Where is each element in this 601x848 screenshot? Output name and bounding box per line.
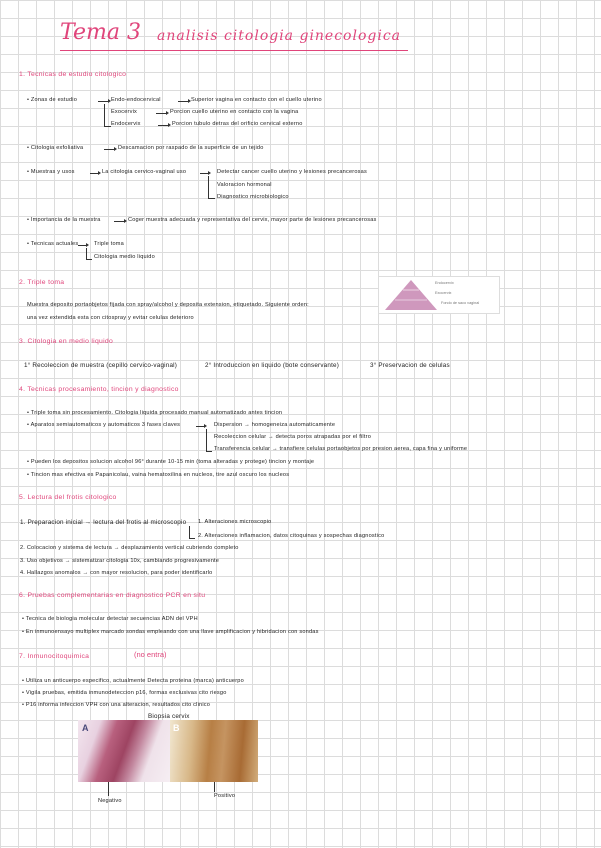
section-4-heading: 4. Tecnicas procesamiento, tincion y diagnostico [19,386,179,393]
zona-item: Endocervix [111,121,141,127]
bracket [86,248,92,260]
s7-bullet-3: • P16 informa infeccion VPH con una alteracion, resultados cito clinico [22,702,211,708]
biopsy-title: Biopsia cervix [148,713,190,720]
importancia-label: • Importancia de la muestra [27,217,101,223]
section-1-heading: 1. Tecnicas de estudio citologico [19,71,127,78]
tecnicas-label: • Tecnicas actuales [27,241,79,247]
histology-image [78,720,258,782]
caption-positivo: Positivo [214,793,236,799]
section-2-heading: 2. Triple toma [19,279,65,286]
histology-negative-panel [78,720,170,782]
citologia-label: • Citologia exfoliativa [27,145,84,151]
s5-item-4: 4. Hallazgos anomalos → con mayor resolucion, para poder identificarlo [20,570,213,576]
tecnicas-item: Citologia medio liquido [94,254,155,260]
s5-item-2: 2. Colocacion y sistema de lectura → desplazamiento vertical cubriendo completo [20,545,239,551]
negativo-pointer [108,782,109,796]
section-7-heading: 7. Inmunocitoquimica [19,653,90,660]
arrow [104,149,114,150]
pyramid-label: Exocervix [435,291,452,295]
muestras-item: Valoracion hormonal [217,182,272,188]
arrow [78,245,86,246]
positivo-pointer [214,782,215,792]
muestras-label: • Muestras y usos [27,169,75,175]
tecnicas-item: Triple toma [94,241,124,247]
arrow [200,173,208,174]
arrow [158,125,168,126]
arrow [90,173,98,174]
bracket [104,104,111,127]
page-subtitle: analisis citologia ginecologica [157,28,402,44]
title-underline [60,50,408,51]
step-3: 3° Preservacion de celulas [370,362,450,369]
bracket [189,526,195,539]
fase-item: Recoleccion celular → detecta poros atrapadas por el filtro [214,434,372,440]
section-6-heading: 6. Pruebas complementarias en diagnostico PCR en situ [19,592,206,599]
section-3-heading: 3. Citologia en medio liquido [19,338,114,345]
zona-desc: Porcion cuello uterino en contacto con la vagina [170,109,299,115]
fase-item: Dispersion → homogeneiza automaticamente [214,422,336,428]
pyramid-diagram [378,276,500,314]
zona-desc: Superior vagina en contacto con el cuello uterino [191,97,322,103]
s4-bullet-1: • Triple toma sin procesamiento. Citologia liquida procesado manual automatizado antes tincion [27,410,283,416]
muestras-sub: La citologia cervico-vaginal uso [102,169,187,175]
zona-desc: Porcion tubulo detras del orificio cervical externo [172,121,303,127]
s4-bullet-3: • Pueden los depositos solucion alcohol 96° durante 10-15 min (toma alteradas y protege) tincion y montaje [27,459,315,465]
muestras-item: Diagnostico microbiologico [217,194,289,200]
arrow [178,101,188,102]
zonas-label: • Zonas de estudio [27,97,78,103]
fase-item: Transferencia celular → transfiere celulas portaobjetos por presion aerea, capa fina y uniforme [214,446,468,452]
s7-bullet-1: • Utiliza un anticuerpo especifico, actualmente Detecta proteina (marca) anticuerpo [22,678,244,684]
zona-item: Exocervix [111,109,138,115]
triple-toma-line-2: una vez extendida esta con citospray y evitar celulas deterioro [27,315,194,321]
citologia-desc: Descamacion por raspado de la superficie de un tejido [118,145,264,151]
s6-bullet-1: • Tecnica de biologia molecular detectar secuencias ADN del VPH [22,616,198,622]
zona-item: Endo-endocervical [111,97,161,103]
arrow [98,101,108,102]
s4-bullet-2-label: • Aparatos semiautomaticos y automaticos 3 fases claves [27,422,181,428]
panel-label-b: B [173,723,180,733]
triple-toma-line-1: Muestra deposito portaobjetos fijada con spray/alcohol y deposita extension, etiquetado. Siguiente orden: [27,302,309,308]
bracket [208,176,215,199]
panel-label-a: A [82,723,89,733]
arrow [196,426,204,427]
s5-subitem: 1. Alteraciones microscopio [198,519,272,525]
caption-negativo: Negativo [98,798,122,804]
pyramid-label: Endocervix [435,281,454,285]
s6-bullet-2: • En inmunoensayo multiplex marcado sondas empleando con una llave amplificacion y hibridacion con sondas [22,629,319,635]
muestras-item: Detectar cancer cuello uterino y lesiones precancerosas [217,169,367,175]
section-5-heading: 5. Lectura del frotis citologico [19,494,117,501]
page-title: Tema 3 [60,20,141,45]
importancia-desc: Coger muestra adecuada y representativa del cervix, mayor parte de lesiones precancerosas [128,217,377,223]
histology-positive-panel [170,720,258,782]
s5-subitem: 2. Alteraciones inflamacion, datos citoquinas y sospechas diagnostico [198,533,385,539]
no-entra-note: (no entra) [134,650,167,659]
arrow [156,113,166,114]
bracket [206,429,212,452]
step-1: 1° Recoleccion de muestra (cepillo cervico-vaginal) [24,362,178,369]
s7-bullet-2: • Vigila pruebas, emitida inmunodeteccion p16, formas exclusivas cito riesgo [22,690,227,696]
s5-item-3: 3. Uso objetivos → sistematizar citologia 10x, cambiando progresivamente [20,558,220,564]
s5-item-1: 1. Preparacion inicial → lectura del frotis al microscopio [20,519,187,526]
arrow [114,221,124,222]
s4-bullet-4: • Tincion mas efectiva es Papanicolau, vaina hematoxilina en nucleos, tire azul oscuro los nucleos [27,472,290,478]
step-2: 2° Introduccion en liquido (bote conservante) [205,362,340,369]
pyramid-label: Fondo de saco vaginal [441,301,480,305]
